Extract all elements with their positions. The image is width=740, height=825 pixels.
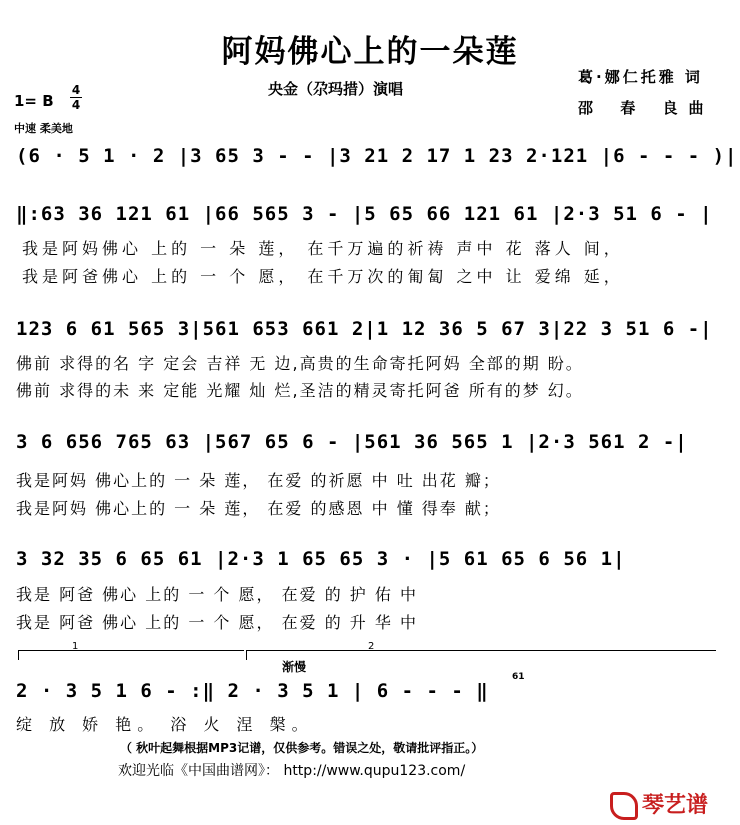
line4-lyric-verse2: 我是 阿爸 佛心 上的 一 个 愿， 在爱 的 升 华 中 <box>16 613 418 632</box>
ending2-start-tick <box>246 650 247 660</box>
brand-logo-icon <box>610 792 638 820</box>
line4-notes: 3 32 35 6 65 61 |2·3 1 65 65 3 · |5 61 65 6 56 1| <box>16 548 626 570</box>
line2-notes: 123 6 61 565 3|561 653 661 2|1 12 36 5 67 3|22 3 51 6 -| <box>16 318 713 340</box>
ending2-bracket <box>246 650 716 651</box>
transcription-note: （ 秋叶起舞根据MP3记谱，仅供参考。错误之处，敬请批评指正。） <box>120 741 484 755</box>
line3-lyric-verse1: 我是阿妈 佛心上的 一 朵 莲， 在爱 的祈愿 中 吐 出花 瓣； <box>16 471 501 490</box>
line3-notes: 3 6 656 765 63 |567 65 6 - |561 36 565 1 |2·3 561 2 -| <box>16 431 688 453</box>
brand-logo <box>610 788 708 820</box>
line2-lyric-verse1: 佛前 求得的名 字 定会 吉祥 无 边,高贵的生命寄托阿妈 全部的期 盼。 <box>16 354 584 373</box>
line1-notes: ‖:63 36 121 61 |66 565 3 - |5 65 66 121 61 |2·3 51 6 - | <box>16 203 713 225</box>
line4-lyric-verse1: 我是 阿爸 佛心 上的 一 个 愿， 在爱 的 护 佑 中 <box>16 585 418 604</box>
grace-notes: 61 <box>512 672 525 682</box>
brand-logo-text: 琴艺谱 <box>642 793 709 818</box>
line5-lyric: 绽 放 娇 艳。 浴 火 涅 槃。 <box>16 715 314 734</box>
ending1-bracket <box>18 650 244 651</box>
singer-credit: 央金（尕玛措）演唱 <box>268 80 404 98</box>
ending2-number: 2 <box>368 641 375 652</box>
line1-lyric-verse1: 我是阿妈佛心 上的 一 朵 莲， 在千万遍的祈祷 声中 花 落人 间， <box>22 239 624 258</box>
time-bottom: 4 <box>71 98 81 112</box>
tempo-marking: 中速 柔美地 <box>14 122 73 135</box>
line3-lyric-verse2: 我是阿妈 佛心上的 一 朵 莲， 在爱 的感恩 中 懂 得奉 献； <box>16 499 501 518</box>
ending1-start-tick <box>18 650 19 660</box>
lyricist-credit: 葛·娜仁托雅 词 <box>578 68 703 86</box>
line1-lyric-verse2: 我是阿爸佛心 上的 一 个 愿， 在千万次的匍匐 之中 让 爱绵 延， <box>22 267 624 286</box>
intro-notes: (6 · 5 1 · 2 |3 65 3 - - |3 21 2 17 1 23 2·121 |6 - - - )| <box>16 145 738 167</box>
time-signature <box>70 84 82 111</box>
key-signature: 1= B <box>14 92 54 110</box>
page-title: 阿妈佛心上的一朵莲 <box>221 34 519 70</box>
site-credit: 欢迎光临《中国曲谱网》： http://www.qupu123.com/ <box>118 763 466 779</box>
line2-lyric-verse2: 佛前 求得的未 来 定能 光耀 灿 烂,圣洁的精灵寄托阿爸 所有的梦 幻。 <box>16 381 584 400</box>
ending1-number: 1 <box>72 641 79 652</box>
time-top: 4 <box>71 83 81 97</box>
composer-credit: 邵 春 良曲 <box>578 99 715 117</box>
ritardando-marking: 渐慢 <box>282 660 307 674</box>
line5-notes: 2 · 3 5 1 6 - :‖ 2 · 3 5 1 | 6 - - - ‖ <box>16 680 489 702</box>
